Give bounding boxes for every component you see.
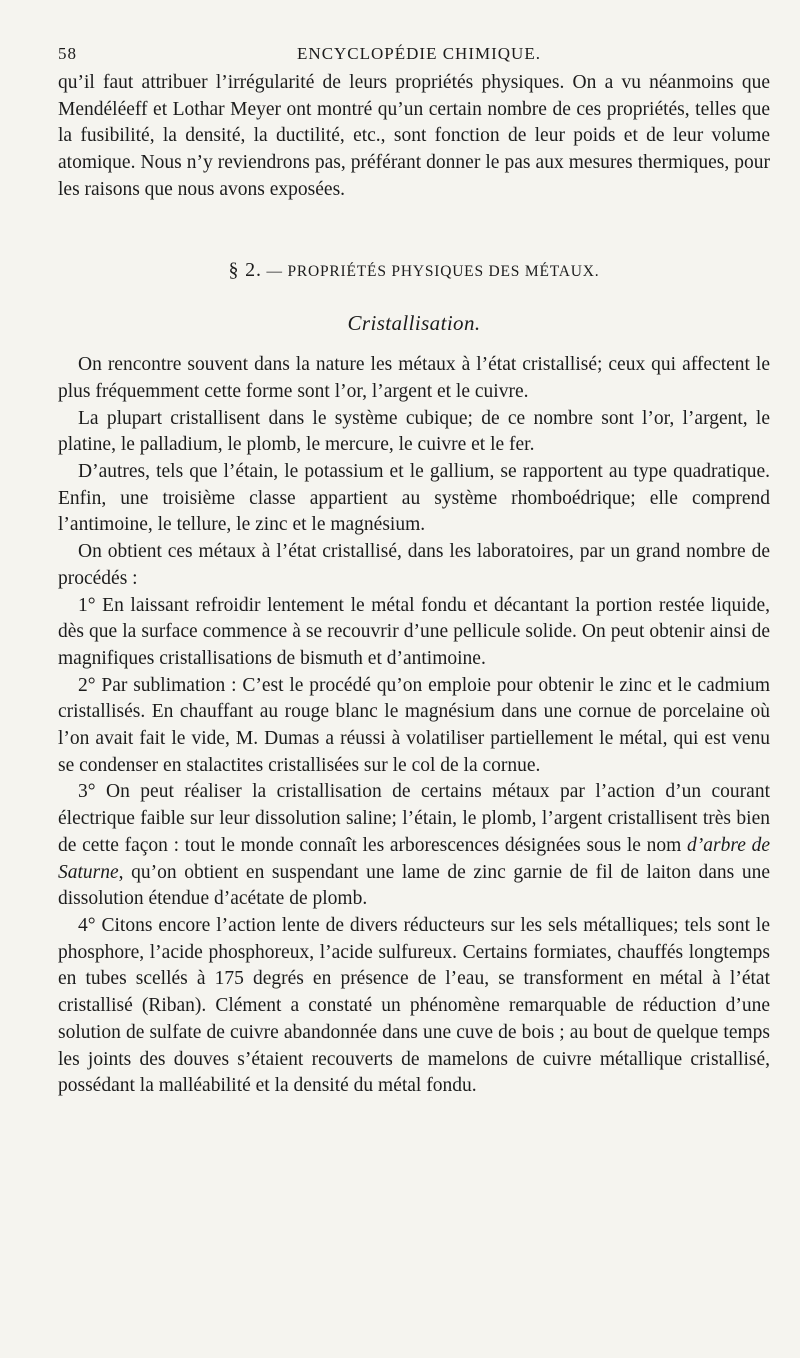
paragraph: D’autres, tels que l’étain, le potassium et le gallium, se rapportent au type quadratique. Enfin, une troisième classe appartient au système rhomboédrique; elle comprend l’antimoine, le tellure, le zinc et le magnésium. [58, 461, 770, 536]
body-text [58, 70, 770, 1100]
section-number: § 2. [228, 258, 262, 281]
section-title: PROPRIÉTÉS PHYSIQUES DES MÉTAUX. [287, 262, 600, 280]
arbre-de-saturne-term: d’arbre de Saturne [58, 834, 770, 883]
paragraph: On rencontre souvent dans la nature les métaux à l’état cristallisé; ceux qui affectent le plus fréquemment cette forme sont l’or, l’argent et le cuivre. [58, 354, 770, 402]
book-page [58, 44, 770, 1100]
paragraph-saturne [58, 779, 770, 913]
section-heading [58, 258, 770, 284]
paragraph-saturne-before: 3° On peut réaliser la cristallisation de certains métaux par l’action d’un courant électrique faible sur leur dissolution saline; l’étain, le plomb, l’argent cristallisent très bien de cette façon : tout le monde connaît les arborescences désignées sous le nom [58, 781, 770, 856]
paragraph: On obtient ces métaux à l’état cristallisé, dans les laboratoires, par un grand nombre de procédés : [58, 541, 770, 589]
paragraph: La plupart cristallisent dans le système cubique; de ce nombre sont l’or, l’argent, le platine, le palladium, le plomb, le mercure, le cuivre et le fer. [58, 407, 770, 456]
paragraph: 2° Par sublimation : C’est le procédé qu’on emploie pour obtenir le zinc et le cadmium cristallisés. En chauffant au rouge blanc le magnésium dans une cornue de porcelaine où l’on avait fait le vide, M. Dumas a réussi à volatiliser partiellement le métal, qui est venu se condenser en stalactites cristallisées sur le col de la cornue. [58, 674, 770, 776]
subheading: Cristallisation. [347, 310, 481, 335]
page-number: 58 [58, 44, 77, 63]
paragraph-saturne-after: , qu’on obtient en suspendant une lame de zinc garnie de fil de laiton dans une dissolution étendue d’acétate de plomb. [58, 861, 770, 910]
section-dash: — [266, 262, 283, 280]
paragraph: 1° En laissant refroidir lentement le métal fondu et décantant la portion restée liquide, dès que la surface commence à se recouvrir d’une pellicule solide. On peut obtenir ainsi de magnifiques cristallisations de bismuth et d’antimoine. [58, 594, 770, 669]
running-title: ENCYCLOPÉDIE CHIMIQUE. [297, 44, 541, 63]
running-header [58, 44, 770, 70]
intro-paragraph: qu’il faut attribuer l’irrégularité de leurs propriétés physiques. On a vu néanmoins que Mendéléeff et Lothar Meyer ont montré qu’un certain nombre de ces propriétés, telles que la fusibilité, la densité, la ductilité, etc., sont fonction de leur poids et de leur volume atomique. Nous n’y reviendrons pas, préférant donner le pas aux mesures thermiques, pour les raisons que nous avons exposées. [58, 72, 770, 200]
paragraph-last: 4° Citons encore l’action lente de divers réducteurs sur les sels métalliques; tels sont le phosphore, l’acide phosphoreux, l’acide sulfureux. Certains formiates, chauffés longtemps en tubes scellés à 175 degrés en présence de l’eau, se transforment en métal à l’état cristallisé (Riban). Clément a constaté un phénomène remarquable de réduction d’une solution de sulfate de cuivre abandonnée dans une cuve de bois ; au bout de quelque temps les joints des douves s’étaient recouverts de mamelons de cuivre métallique cristallisé, possédant la malléabilité et la densité du métal fondu. [58, 914, 770, 1097]
